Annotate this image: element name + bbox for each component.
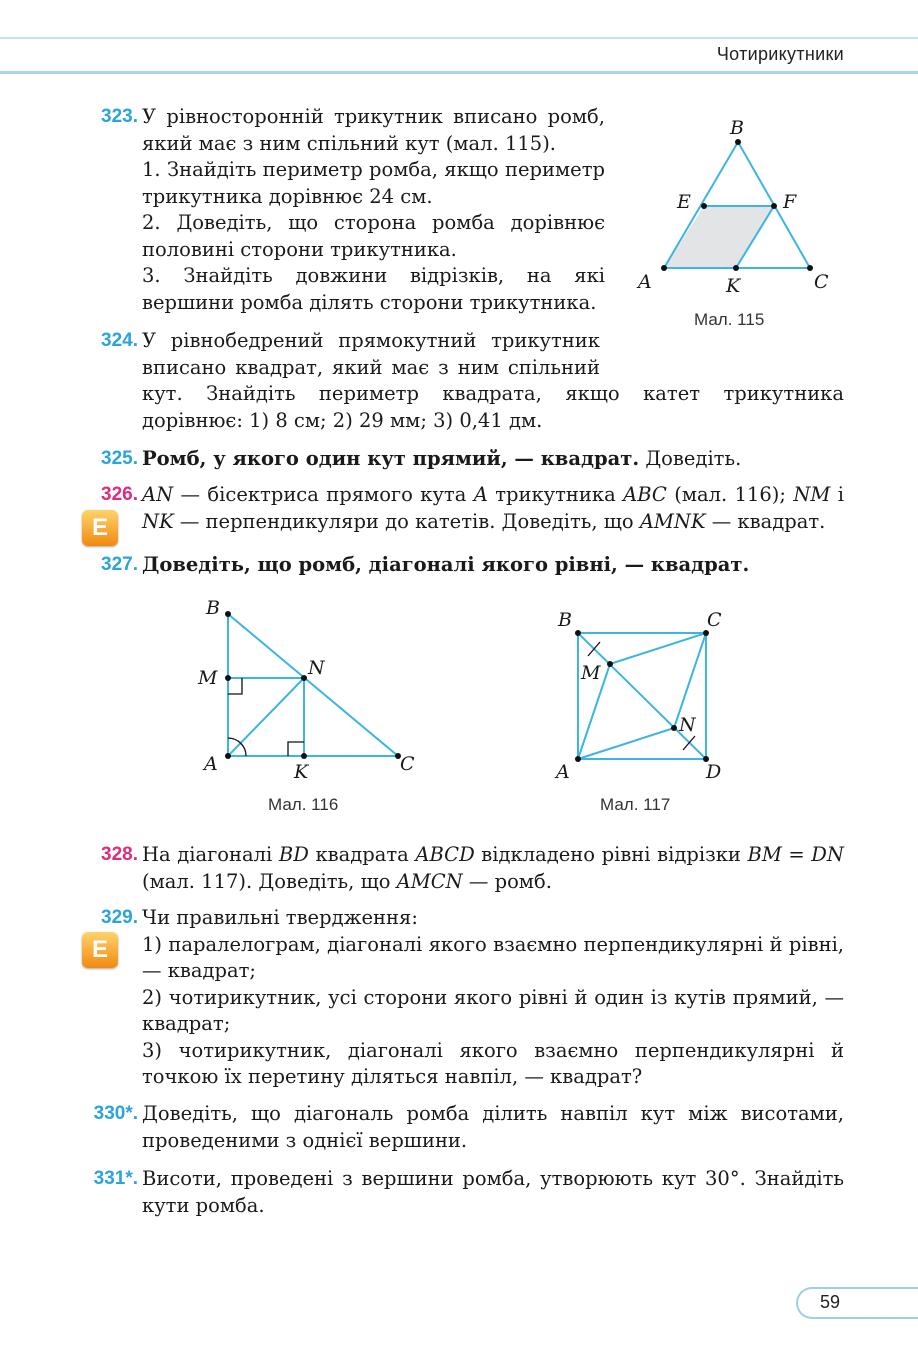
text-segment: На діагоналі [142,843,279,866]
math-segment: AMCN [396,869,463,893]
text-segment: (мал. 116); [666,483,794,506]
label-d: D [706,761,722,783]
problem-number: 328. [101,844,138,865]
right-angle-mark [228,678,242,694]
label-c: C [400,753,415,775]
problem-line: 1. Знайдіть периметр ромба, якщо периметр трикутника дорівнює 24 см. [142,158,605,208]
math-segment: NM [793,483,831,506]
problem-line: 1) паралелограм, діагоналі якого взаємно перпендикулярні й рівні, — квадрат; [142,932,844,982]
text-segment: відкладено рівні відрізки [474,843,748,866]
point-b [735,139,741,145]
problem-line: У рівнобедрений прямокутний трикутник вписано квадрат, який має з ним спільний кут. Знайдіть периметр квадрата, якщо катет трикутника дорівнює: 1) 8 см; 2) 29 мм; 3) 0,41 дм. [142,329,844,432]
label-m: M [198,667,218,689]
figure-spacer [600,328,844,380]
text-segment: квадрата [308,843,416,866]
problem-number: 330*. [93,1103,138,1124]
problem-line: Чи правильні твердження: [142,906,418,929]
math-segment: ABC [623,483,667,506]
figure-caption: Мал. 117 [600,795,671,814]
problem-text [142,482,844,535]
problem-line: 3. Знайдіть довжини відрізків, на які вершини ромба ділять сторони трикутника. [142,264,605,314]
point-c [807,265,813,271]
bold-statement: Доведіть, що ромб, діагоналі якого рівні, — квадрат. [142,553,750,576]
problem-line: 2. Доведіть, що сторона ромба дорівнює половині сторони трикутника. [142,211,605,261]
problem-text [142,842,844,895]
problem-number: 325. [101,448,138,469]
problem-line: 3) чотирикутник, діагоналі якого взаємно перпендикулярні й точкою їх перетину діляться навпіл, — квадрат? [142,1038,844,1088]
label-b: B [558,609,572,631]
point-a [225,753,231,759]
page-number: 59 [820,1292,841,1312]
exercise-e-badge-icon: E [82,510,118,546]
label-a: A [556,761,570,783]
label-e: E [677,191,691,213]
problem-text [142,104,605,316]
point-m [225,675,231,681]
text-segment: трикутника [487,483,624,506]
text-segment: — перпендикуляри до катетів. Доведіть, що [173,509,640,533]
math-segment: AMNK [639,509,706,533]
figure-116 [190,590,430,790]
problem-number: 329. [101,907,138,928]
problem-number: 327. [101,554,138,575]
label-b: B [206,597,220,619]
label-k: K [294,761,309,783]
math-segment: BM = DN [747,843,844,866]
point-k [733,265,739,271]
problem-text [142,552,844,579]
text-segment: — квадрат. [705,509,826,533]
point-a [661,265,667,271]
problem-line: Висоти, проведені з вершини ромба, утворюють кут 30°. Знайдіть кути ромба. [142,1167,844,1217]
problem-text [142,328,844,434]
label-c: C [707,609,722,631]
point-b [575,630,581,636]
problem-330 [80,1101,844,1154]
problem-line: У рівносторонній трикутник вписано ромб, який має з ним спільний кут (мал. 115). [142,105,605,155]
problem-327 [80,552,844,579]
diagonal-bd [578,633,706,759]
label-k: K [726,275,741,297]
problem-text [142,905,844,1091]
point-f [771,203,777,209]
label-a: A [204,753,218,775]
problem-331 [80,1166,844,1219]
problem-line: 2) чотирикутник, усі сторони якого рівні й один із кутів прямий, — квадрат; [142,985,844,1035]
problem-line: Доведіть. [639,447,742,470]
header-rule-bottom [0,71,918,74]
math-segment: AN [142,483,174,506]
math-segment: ABCD [415,843,475,866]
problem-text [142,446,844,473]
label-n: N [679,714,696,736]
label-c: C [814,271,829,293]
problem-329 [80,905,844,1091]
label-f: F [783,191,797,213]
point-n [671,725,677,731]
math-segment: BD [278,843,309,866]
segment-an [228,678,304,756]
segment-mc [610,633,706,664]
text-segment: (мал. 117). Доведіть, що [142,869,397,893]
problem-323 [80,104,605,316]
page-number-tab [796,1287,918,1319]
label-m: M [581,662,601,684]
segment-na [578,728,674,759]
label-b: B [730,117,744,139]
rhombus-fill [664,206,774,268]
section-title: Чотирикутники [716,44,844,64]
math-segment: NK [142,509,174,533]
point-a [575,756,581,762]
problem-number: 324. [101,330,138,351]
problem-line: Доведіть, що діагональ ромба ділить навпіл кут між висотами, проведеними з однієї вершини. [142,1102,844,1152]
problem-328 [80,842,844,895]
math-segment: A [473,483,488,506]
point-k [301,753,307,759]
text-segment: — ромб. [462,869,552,893]
text-segment: і [830,483,845,506]
problem-326 [80,482,844,535]
problem-text [142,1166,844,1219]
problem-324 [80,328,844,434]
figure-caption: Мал. 115 [694,310,765,329]
problem-number: 331*. [93,1168,138,1189]
segment-bc [228,614,398,756]
label-a: A [638,271,652,293]
problem-number: 326. [101,484,138,505]
right-angle-mark [288,742,304,756]
figure-caption: Мал. 116 [268,795,339,814]
figure-117 [550,600,740,790]
problem-number: 323. [101,106,138,127]
header-rule [0,37,918,39]
point-m [607,661,613,667]
problem-325 [80,446,844,473]
point-n [301,675,307,681]
point-b [225,611,231,617]
problem-text [142,1101,844,1154]
point-e [701,203,707,209]
bold-statement: Ромб, у якого один кут прямий, — квадрат. [142,447,640,470]
figure-115 [628,112,844,302]
text-segment: — бісектриса прямого кута [173,483,474,506]
exercise-e-badge-icon: E [82,932,118,968]
label-n: N [308,657,325,679]
